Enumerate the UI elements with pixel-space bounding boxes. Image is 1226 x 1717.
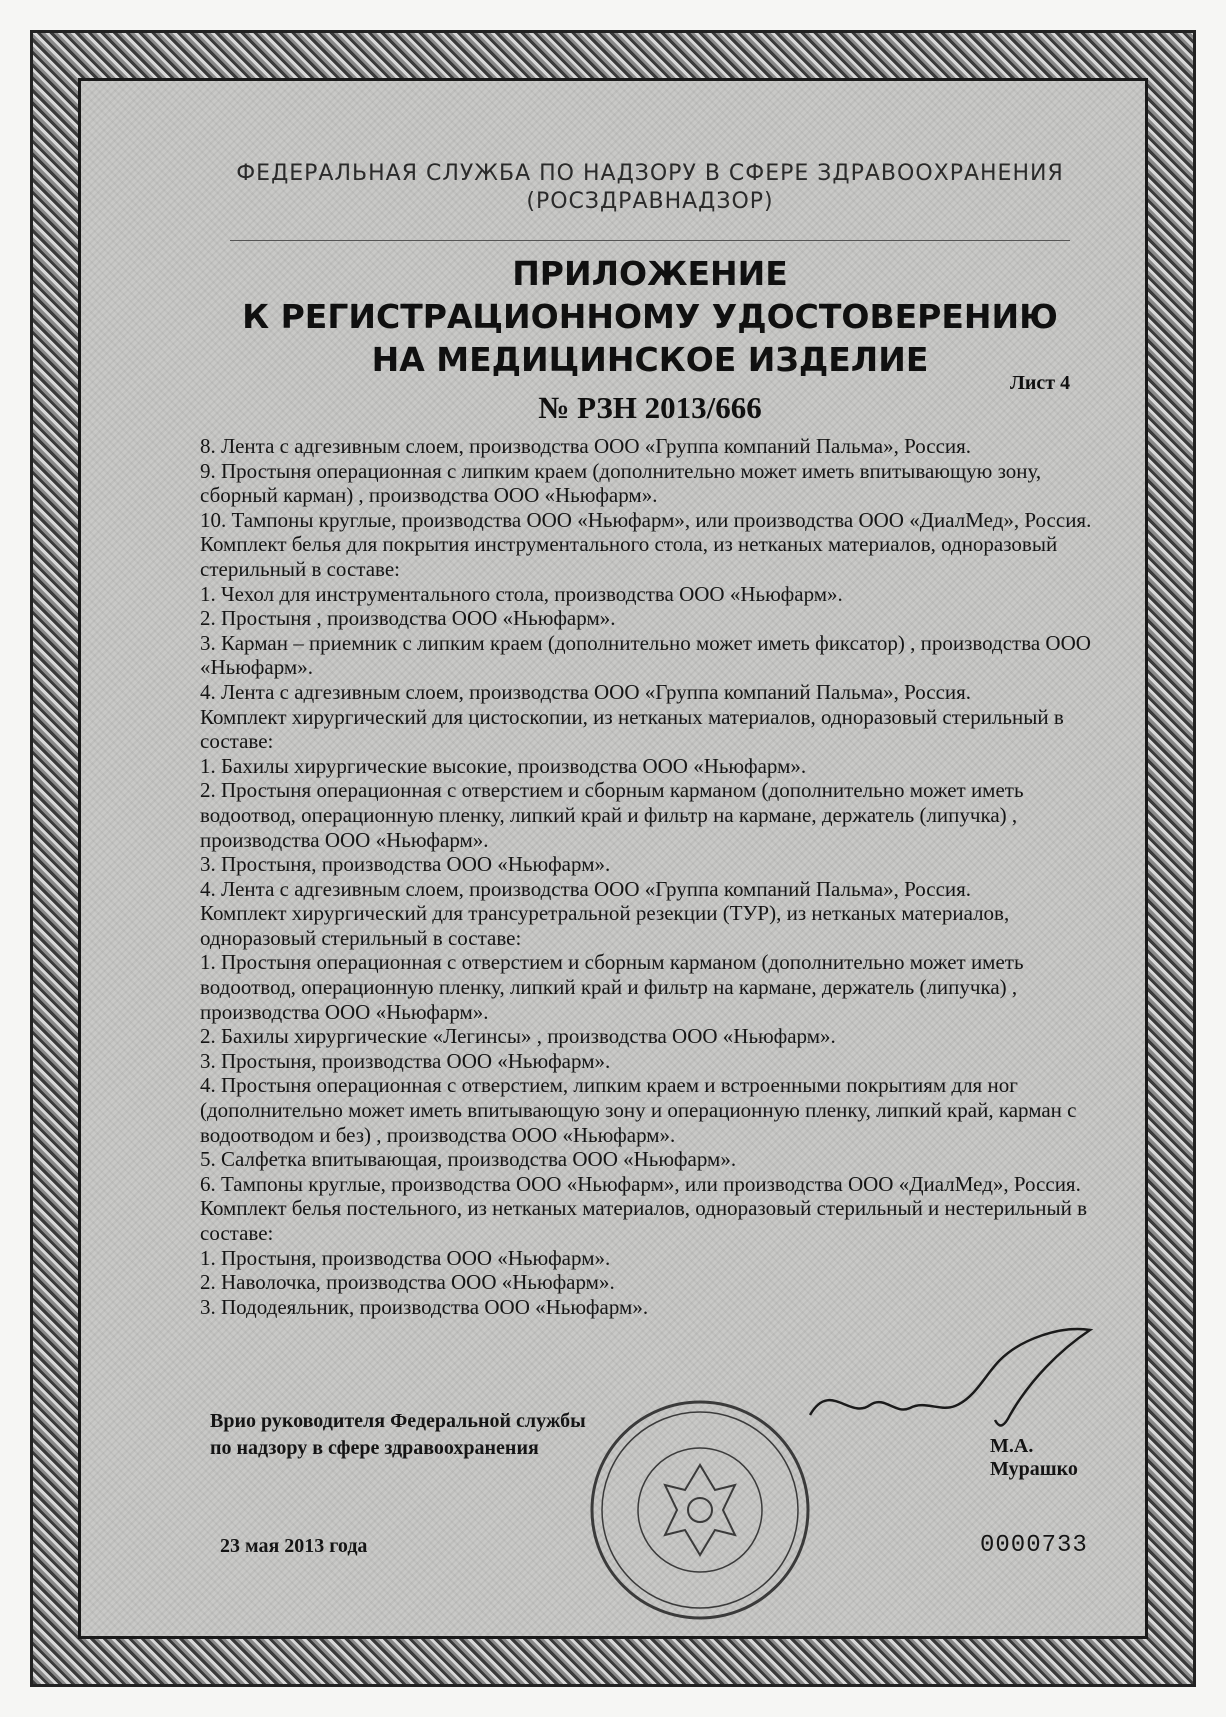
body-paragraph: Комплект белья для покрытия инструментального стола, из нетканых материалов, одноразовый стерильный в составе:	[200, 532, 1058, 581]
body-paragraph: 4. Лента с адгезивным слоем, производства ООО «Группа компаний Пальма», Россия.	[200, 876, 972, 901]
body-paragraph: 2. Простыня операционная с отверстием и сборным карманом (дополнительно может иметь водоотвод, операционную пленку, липкий край и фильтр на кармане, держатель (липучка) , производства ООО «Ньюфарм».	[200, 778, 1024, 852]
title-line-2: К РЕГИСТРАЦИОННОМУ УДОСТОВЕРЕНИЮ	[242, 297, 1058, 336]
body-paragraph: 3. Простыня, производства ООО «Ньюфарм».	[200, 1048, 611, 1073]
body-paragraph: 6. Тампоны круглые, производства ООО «Ньюфарм», или производства ООО «ДиалМед», Россия.	[200, 1171, 1081, 1196]
official-seal-icon	[585, 1395, 815, 1625]
body-paragraph: 3. Пододеяльник, производства ООО «Ньюфарм».	[200, 1294, 649, 1319]
signature-icon	[800, 1320, 1100, 1440]
body-paragraph: Комплект хирургический для цистоскопии, из нетканых материалов, одноразовый стерильный в составе:	[200, 704, 1064, 754]
agency-abbreviation: (РОСЗДРАВНАДЗОР)	[526, 189, 774, 214]
body-paragraph: 5. Салфетка впитывающая, производства ООО «Ньюфарм».	[200, 1147, 737, 1172]
body-paragraph: 1. Простыня операционная с отверстием и сборным карманом (дополнительно может иметь водоотвод, операционную пленку, липкий край и фильтр на кармане, держатель (липучка) , производства ООО «Ньюфарм».	[200, 950, 1024, 1024]
body-paragraph: 3. Простыня, производства ООО «Ньюфарм».	[200, 852, 611, 877]
body-paragraph: 2. Наволочка, производства ООО «Ньюфарм».	[200, 1270, 615, 1295]
body-paragraph: 1. Бахилы хирургические высокие, производства ООО «Ньюфарм».	[200, 753, 807, 778]
body-paragraph: Комплект хирургический для трансуретральной резекции (ТУР), из нетканых материалов, одноразовый стерильный в составе:	[200, 901, 1010, 950]
sheet-number: Лист 4	[1010, 372, 1071, 394]
signatory-position	[210, 1408, 586, 1462]
title-line-1: ПРИЛОЖЕНИЕ	[512, 254, 788, 293]
body-paragraph: 2. Бахилы хирургические «Легинсы» , производства ООО «Ньюфарм».	[200, 1024, 836, 1049]
body-paragraph: 1. Чехол для инструментального стола, производства ООО «Ньюфарм».	[200, 581, 843, 606]
agency-header	[200, 160, 1100, 216]
body-paragraph: 1. Простыня, производства ООО «Ньюфарм».	[200, 1245, 611, 1270]
document-title	[200, 252, 1100, 381]
position-line-2: по надзору в сфере здравоохранения	[210, 1437, 539, 1459]
issue-date: 23 мая 2013 года	[220, 1535, 368, 1557]
body-paragraph: 4. Лента с адгезивным слоем, производства ООО «Группа компаний Пальма», Россия.	[200, 679, 972, 704]
body-paragraph: 4. Простыня операционная с отверстием, липким краем и встроенными покрытиям для ног (дополнительно может иметь впитывающую зону и операционную пленку, липкий край, карман с водоотводом и без) , производства ООО «Ньюфарм».	[200, 1073, 1077, 1147]
body-paragraph: 8. Лента с адгезивным слоем, производства ООО «Группа компаний Пальма», Россия.	[200, 434, 972, 458]
agency-name: ФЕДЕРАЛЬНАЯ СЛУЖБА ПО НАДЗОРУ В СФЕРЕ ЗДРАВООХРАНЕНИЯ	[236, 161, 1064, 186]
body-paragraph: Комплект белья постельного, из нетканых материалов, одноразовый стерильный и нестерильный в составе:	[200, 1196, 1087, 1245]
form-serial-number: 0000733	[980, 1532, 1088, 1559]
body-paragraph: 9. Простыня операционная с липким краем (дополнительно может иметь впитывающую зону, сборный карман) , производства ООО «Ньюфарм».	[200, 458, 1042, 508]
registration-number: № РЗН 2013/666	[538, 390, 762, 425]
body-paragraph: 3. Карман – приемник с липким краем (дополнительно может иметь фиксатор) , производства ООО «Ньюфарм».	[200, 630, 1091, 680]
body-paragraph: 2. Простыня , производства ООО «Ньюфарм».	[200, 606, 616, 631]
document-body	[200, 434, 1100, 1319]
header-divider	[230, 240, 1070, 241]
signer-name: М.А. Мурашко	[990, 1435, 1078, 1480]
body-paragraph: 10. Тампоны круглые, производства ООО «Ньюфарм», или производства ООО «ДиалМед», Россия.	[200, 507, 1092, 532]
position-line-1: Врио руководителя Федеральной службы	[210, 1410, 586, 1432]
title-line-3: НА МЕДИЦИНСКОЕ ИЗДЕЛИЕ	[371, 340, 929, 379]
